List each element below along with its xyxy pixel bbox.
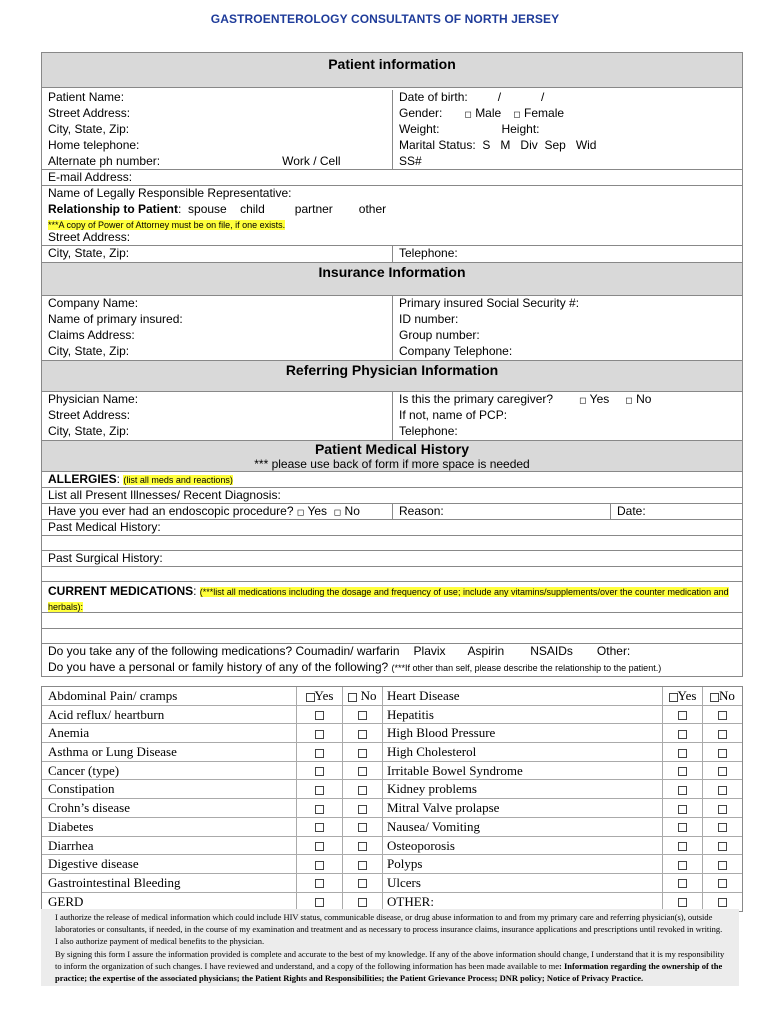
condition-row <box>42 855 742 874</box>
condition-label: Mitral Valve prolapse <box>383 799 663 817</box>
condition-label: Digestive disease <box>42 855 297 873</box>
condition-label: Irritable Bowel Syndrome <box>383 762 663 780</box>
female-checkbox[interactable]: ◻ <box>513 109 521 119</box>
condition-yes-checkbox[interactable] <box>315 711 324 720</box>
condition-row <box>42 799 742 818</box>
family-history-question: Do you have a personal or family history of any of the following? (***If other than self, please describe the relationship to the patient.) <box>48 660 662 674</box>
relationship-field[interactable]: Relationship to Patient: spouse child partner other <box>48 202 387 216</box>
rep-telephone-field[interactable]: Telephone: <box>399 246 458 260</box>
condition-row <box>42 780 742 799</box>
condition-no-checkbox[interactable] <box>358 805 367 814</box>
dob-field[interactable]: Date of birth: / / <box>399 90 545 104</box>
condition-label: Cancer (type) <box>42 762 297 780</box>
page-title: GASTROENTEROLOGY CONSULTANTS OF NORTH JERSEY <box>210 12 560 26</box>
condition-row <box>42 818 742 837</box>
alternate-phone-field[interactable]: Alternate ph number: Work / Cell <box>42 154 393 169</box>
rep-city-field[interactable]: City, State, Zip: <box>42 246 393 262</box>
past-medical-history-field[interactable]: Past Medical History: <box>48 520 161 534</box>
insured-ssn-field[interactable]: Primary insured Social Security #: <box>399 296 580 310</box>
id-number-field[interactable]: ID number: <box>399 312 459 326</box>
condition-label: GERD <box>42 893 297 912</box>
condition-yes-checkbox[interactable] <box>315 786 324 795</box>
condition-row <box>42 837 742 856</box>
condition-no-checkbox[interactable] <box>718 730 727 739</box>
condition-no-checkbox[interactable] <box>718 805 727 814</box>
city-state-zip-field[interactable]: City, State, Zip: <box>42 122 393 138</box>
gender-field[interactable]: Gender: ◻ Male ◻ Female <box>399 106 565 120</box>
condition-no-checkbox[interactable] <box>358 730 367 739</box>
rep-street-field[interactable]: Street Address: <box>48 230 131 244</box>
condition-label: Diabetes <box>42 818 297 836</box>
condition-yes-checkbox[interactable] <box>315 823 324 832</box>
condition-label: Ulcers <box>383 874 663 892</box>
condition-label: Osteoporosis <box>383 837 663 855</box>
condition-label: Diarrhea <box>42 837 297 855</box>
condition-label: Constipation <box>42 780 297 798</box>
condition-label: Abdominal Pain/ cramps <box>42 687 297 705</box>
condition-no-checkbox[interactable] <box>718 767 727 776</box>
condition-row <box>42 874 742 893</box>
condition-yes-checkbox[interactable] <box>678 749 687 758</box>
group-number-field[interactable]: Group number: <box>399 328 480 342</box>
condition-row <box>42 706 742 725</box>
condition-row <box>42 743 742 762</box>
condition-row <box>42 724 742 743</box>
condition-yes-checkbox[interactable] <box>315 749 324 758</box>
condition-yes-checkbox[interactable] <box>315 805 324 814</box>
company-telephone-field[interactable]: Company Telephone: <box>399 344 513 358</box>
company-name-field[interactable]: Company Name: <box>42 296 393 312</box>
condition-yes-checkbox[interactable] <box>678 861 687 870</box>
condition-yes-checkbox[interactable] <box>315 842 324 851</box>
condition-no-checkbox[interactable] <box>710 693 719 702</box>
primary-caregiver-field[interactable]: Is this the primary caregiver? ◻ Yes ◻ No <box>399 392 652 406</box>
intake-form <box>41 52 743 677</box>
endoscopic-procedure-field[interactable]: Have you ever had an endoscopic procedure? ◻ Yes ◻ No <box>42 504 393 519</box>
condition-no-checkbox[interactable] <box>718 879 727 888</box>
condition-label: High Cholesterol <box>383 743 663 761</box>
condition-yes-checkbox[interactable] <box>315 898 324 907</box>
condition-yes-checkbox[interactable] <box>669 693 678 702</box>
condition-yes-checkbox[interactable] <box>315 730 324 739</box>
condition-no-checkbox[interactable] <box>358 823 367 832</box>
physician-city-field[interactable]: City, State, Zip: <box>42 424 393 440</box>
insurance-city-field[interactable]: City, State, Zip: <box>42 344 393 360</box>
present-illnesses-field[interactable]: List all Present Illnesses/ Recent Diagnosis: <box>48 488 281 502</box>
condition-label: Acid reflux/ heartburn <box>42 706 297 724</box>
medications-question[interactable]: Do you take any of the following medications? Coumadin/ warfarin Plavix Aspirin NSAIDs Other: <box>48 644 631 658</box>
condition-no-checkbox[interactable] <box>718 898 727 907</box>
representative-field[interactable]: Name of Legally Responsible Representative: <box>48 186 292 200</box>
allergies-field[interactable]: ALLERGIES: (list all meds and reactions) <box>48 472 233 486</box>
condition-no-checkbox[interactable] <box>718 861 727 870</box>
condition-yes-checkbox[interactable] <box>315 879 324 888</box>
condition-yes-checkbox[interactable] <box>678 879 687 888</box>
condition-no-checkbox[interactable] <box>358 861 367 870</box>
patient-info-header: Patient information <box>42 53 742 88</box>
condition-yes-checkbox[interactable] <box>678 898 687 907</box>
condition-label: Crohn’s disease <box>42 799 297 817</box>
condition-no-checkbox[interactable] <box>718 842 727 851</box>
condition-label: High Blood Pressure <box>383 724 663 742</box>
condition-yes-checkbox[interactable] <box>678 786 687 795</box>
claims-address-field[interactable]: Claims Address: <box>42 328 393 344</box>
condition-yes-checkbox[interactable] <box>315 861 324 870</box>
condition-no-checkbox[interactable] <box>358 749 367 758</box>
condition-yes-checkbox[interactable] <box>678 842 687 851</box>
insurance-header: Insurance Information <box>42 262 742 296</box>
physician-telephone-field[interactable]: Telephone: <box>399 424 458 438</box>
condition-label: Nausea/ Vomiting <box>383 818 663 836</box>
street-address-field[interactable]: Street Address: <box>42 106 393 122</box>
condition-label: Polyps <box>383 855 663 873</box>
condition-no-checkbox[interactable] <box>358 786 367 795</box>
condition-label: Heart Disease <box>383 687 663 705</box>
condition-yes-checkbox[interactable] <box>678 805 687 814</box>
condition-no-checkbox[interactable] <box>348 693 357 702</box>
condition-no-checkbox[interactable] <box>358 879 367 888</box>
condition-yes-checkbox[interactable] <box>306 693 315 702</box>
primary-insured-field[interactable]: Name of primary insured: <box>42 312 393 328</box>
condition-no-checkbox[interactable] <box>358 767 367 776</box>
referring-header: Referring Physician Information <box>42 360 742 392</box>
poa-note: ***A copy of Power of Attorney must be on file, if one exists. <box>48 220 286 230</box>
pcp-name-field[interactable]: If not, name of PCP: <box>399 408 508 422</box>
condition-yes-checkbox[interactable] <box>315 767 324 776</box>
condition-no-checkbox[interactable] <box>358 711 367 720</box>
condition-label: Anemia <box>42 724 297 742</box>
condition-no-checkbox[interactable] <box>718 711 727 720</box>
email-field[interactable]: E-mail Address: <box>48 170 133 184</box>
past-surgical-history-field[interactable]: Past Surgical History: <box>48 551 163 565</box>
marital-status-field[interactable]: Marital Status: S M Div Sep Wid <box>399 138 597 152</box>
physician-street-field[interactable]: Street Address: <box>42 408 393 424</box>
condition-label: Kidney problems <box>383 780 663 798</box>
condition-label: Hepatitis <box>383 706 663 724</box>
condition-no-checkbox[interactable] <box>358 898 367 907</box>
male-checkbox[interactable]: ◻ <box>464 109 472 119</box>
condition-label: Asthma or Lung Disease <box>42 743 297 761</box>
date-field[interactable]: Date: <box>617 504 646 518</box>
history-note: *** please use back of form if more space is needed <box>42 457 742 472</box>
condition-yes-checkbox[interactable] <box>678 711 687 720</box>
home-telephone-field[interactable]: Home telephone: <box>42 138 393 154</box>
condition-no-checkbox[interactable] <box>718 786 727 795</box>
patient-name-field[interactable]: Patient Name: <box>42 90 393 106</box>
ssn-field[interactable]: SS# <box>399 154 422 168</box>
condition-no-checkbox[interactable] <box>718 749 727 758</box>
condition-label: OTHER: <box>383 893 663 912</box>
current-medications-field[interactable]: CURRENT MEDICATIONS: (***list all medications including the dosage and frequency of use; include any vitamins/supplements/over the counter medication and herbals): <box>48 584 729 612</box>
condition-no-checkbox[interactable] <box>358 842 367 851</box>
weight-height-field[interactable]: Weight: Height: <box>399 122 540 136</box>
condition-row <box>42 762 742 781</box>
authorization-text: I authorize the release of medical information which could include HIV status, communicable disease, or drug abuse information to and from my primary care and referring physician(s), outside laboratories or consultants, if needed, in the course of my examination and treatment and as necessary to process insurance claims, insurance applications and prescriptions until revoked in writing. I also authorize payment of medical benefits to the physician. By signing this form I assure the information provided is complete and accurate to the best of my knowledge. If any of the above information should change, I understand that it is my responsibility to inform the organization of such changes. I have reviewed and understand, and a copy of the following information has been made available to me: Information regarding the ownership of the practice; the expertise of the associated physicians; the Patient Rights and Responsibilities; the Patient Grievance Process; DNR policy; Notice of Privacy Practice. <box>41 909 739 986</box>
condition-yes-checkbox[interactable] <box>678 767 687 776</box>
conditions-table: Abdominal Pain/ cramps Yes No Heart Disease Yes No Acid reflux/ heartburn Hepatitis Anemia High Blood Pressure Asthma or Lung Disease High Cholesterol Cancer (type) Irritable Bowel Syndrome Constipation Kidney problems Crohn’s disease Mitral Valve prolapse Diabetes Nausea/ Vomiting Diarrhea Osteoporosis Digestive disease Polyps Gastrointestinal Bleeding Ulcers GERD OTHER: <box>41 686 743 912</box>
condition-yes-checkbox[interactable] <box>678 823 687 832</box>
condition-yes-checkbox[interactable] <box>678 730 687 739</box>
medical-history-header: Patient Medical History <box>42 440 742 457</box>
condition-label: Gastrointestinal Bleeding <box>42 874 297 892</box>
reason-field[interactable]: Reason: <box>393 504 611 519</box>
physician-name-field[interactable]: Physician Name: <box>42 392 393 408</box>
condition-no-checkbox[interactable] <box>718 823 727 832</box>
